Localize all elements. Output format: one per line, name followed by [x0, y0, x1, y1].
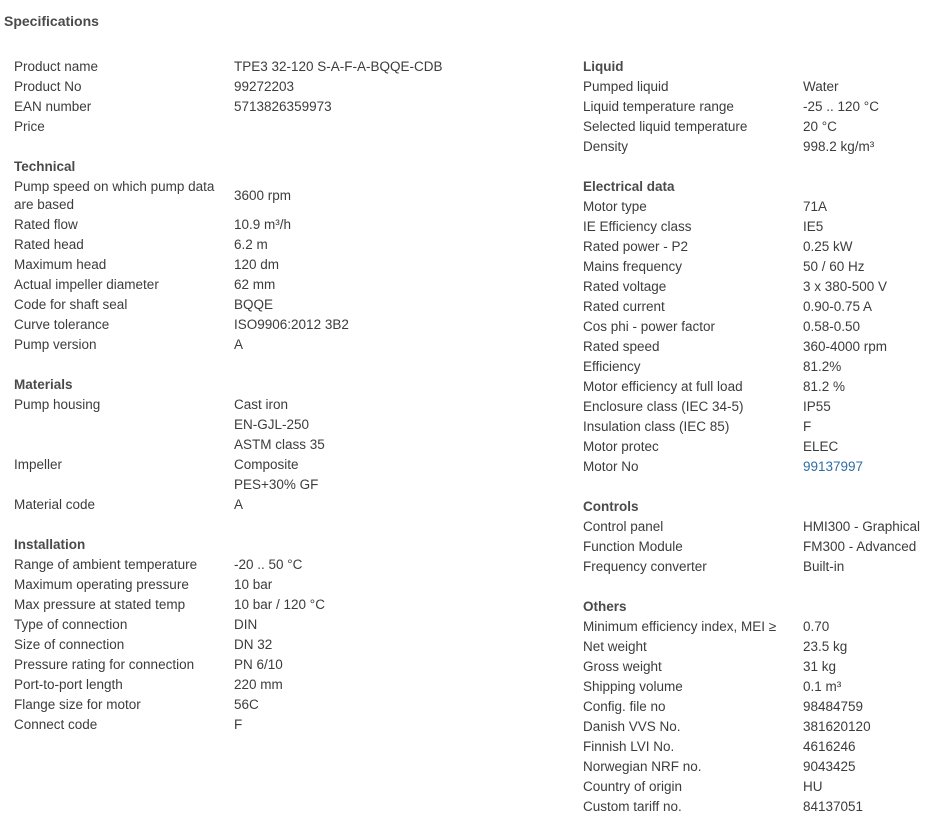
spec-label: Price [14, 119, 45, 134]
spec-value-line: 10 bar / 120 °C [234, 597, 325, 612]
spec-value-line: -20 .. 50 °C [234, 557, 303, 572]
spec-row-pressure-rating-for-connection [14, 655, 564, 675]
spec-value-line: 220 mm [234, 677, 283, 692]
spec-value-line: FM300 - Advanced [803, 539, 917, 554]
spec-label: Product No [14, 79, 82, 94]
section-title: Installation [14, 537, 86, 552]
spec-label: Pump version [14, 337, 97, 352]
spec-label: Danish VVS No. [583, 719, 681, 734]
spec-row-rated-power-p2 [583, 237, 927, 257]
spec-value-line: 31 kg [803, 659, 837, 674]
spec-value [803, 437, 927, 457]
spec-label: Maximum operating pressure [14, 577, 189, 592]
spec-row-danish-vvs-no [583, 717, 927, 737]
spec-value-line: 0.90-0.75 A [803, 299, 873, 314]
spec-row-efficiency [583, 357, 927, 377]
spec-value [234, 575, 564, 595]
spec-row-rated-flow [14, 215, 564, 235]
spec-row-impeller [14, 455, 564, 495]
spec-label: Cos phi - power factor [583, 319, 716, 334]
spec-value [234, 495, 564, 515]
spec-value [234, 275, 564, 295]
section-electrical-data [583, 177, 927, 477]
spec-value [803, 117, 927, 137]
section-title: Materials [14, 377, 73, 392]
spec-label: Motor efficiency at full load [583, 379, 743, 394]
spec-value [803, 517, 927, 537]
spec-label: Pressure rating for connection [14, 657, 195, 672]
spec-row-motor-type [583, 197, 927, 217]
spec-row-motor-protec [583, 437, 927, 457]
spec-label: Rated speed [583, 339, 660, 354]
spec-value [803, 97, 927, 117]
spec-row-range-of-ambient-temperature [14, 555, 564, 575]
spec-value [803, 617, 927, 637]
spec-label: Code for shaft seal [14, 297, 128, 312]
spec-value [803, 757, 927, 777]
spec-label: Max pressure at stated temp [14, 597, 186, 612]
spec-value [803, 737, 927, 757]
spec-label: Connect code [14, 717, 98, 732]
spec-label: Frequency converter [583, 559, 707, 574]
spec-value-line: 81.2 % [803, 379, 846, 394]
spec-value-line: 98484759 [803, 699, 864, 714]
spec-label: Liquid temperature range [583, 99, 734, 114]
spec-value [803, 637, 927, 657]
spec-label: Impeller [14, 457, 63, 472]
spec-row-pump-housing [14, 395, 564, 455]
spec-label: Flange size for motor [14, 697, 141, 712]
spec-value-line: Cast iron [234, 397, 289, 412]
spec-value [234, 655, 564, 675]
spec-row-norwegian-nrf-no [583, 757, 927, 777]
spec-row-port-to-port-length [14, 675, 564, 695]
spec-label: Size of connection [14, 637, 125, 652]
spec-value [803, 557, 927, 577]
spec-label: Maximum head [14, 257, 107, 272]
spec-value [803, 257, 927, 277]
spec-value [803, 377, 927, 397]
spec-value [234, 675, 564, 695]
spec-row-maximum-head [14, 255, 564, 275]
spec-value-line: 4616246 [803, 739, 856, 754]
spec-value-link[interactable]: 99137997 [803, 459, 864, 474]
spec-value-line: 381620120 [803, 719, 871, 734]
spec-row-motor-efficiency-at-full-load [583, 377, 927, 397]
spec-value [234, 255, 564, 275]
spec-value [803, 397, 927, 417]
spec-row-pump-speed-on-which-pump-data-are-based [14, 177, 564, 215]
spec-row-function-module [583, 537, 927, 557]
spec-row-liquid-temperature-range [583, 97, 927, 117]
spec-row-type-of-connection [14, 615, 564, 635]
spec-value-line: 360-4000 rpm [803, 339, 888, 354]
spec-value-line: IE5 [803, 219, 824, 234]
spec-value [803, 677, 927, 697]
spec-value-line: 120 dm [234, 257, 280, 272]
spec-row-flange-size-for-motor [14, 695, 564, 715]
spec-value-line: F [234, 717, 243, 732]
spec-value [234, 97, 564, 117]
spec-label: Port-to-port length [14, 677, 123, 692]
spec-value [803, 337, 927, 357]
spec-label: Config. file no [583, 699, 666, 714]
spec-value-line: F [803, 419, 812, 434]
spec-value [234, 615, 564, 635]
spec-row-enclosure-class-iec-34-5 [583, 397, 927, 417]
spec-row-minimum-efficiency-index-mei [583, 617, 927, 637]
spec-label: Function Module [583, 539, 683, 554]
spec-value-line: 0.70 [803, 619, 830, 634]
spec-value [803, 657, 927, 677]
spec-value [234, 395, 564, 455]
section-others [583, 597, 927, 817]
spec-row-max-pressure-at-stated-temp [14, 595, 564, 615]
spec-value-line: A [234, 337, 244, 352]
spec-value-line: 6.2 m [234, 237, 268, 252]
spec-value [234, 695, 564, 715]
spec-value [803, 537, 927, 557]
spec-label: IE Efficiency class [583, 219, 692, 234]
spec-label: Minimum efficiency index, MEI ≥ [583, 619, 777, 634]
spec-value-line: 81.2% [803, 359, 842, 374]
spec-row-motor-no [583, 457, 927, 477]
spec-label: Rated head [14, 237, 84, 252]
spec-label: Control panel [583, 519, 664, 534]
spec-row-gross-weight [583, 657, 927, 677]
spec-row-product-name [14, 57, 564, 77]
spec-value-line: 3600 rpm [234, 188, 292, 203]
spec-value-line: A [234, 497, 244, 512]
spec-value [803, 717, 927, 737]
spec-label: Rated voltage [583, 279, 667, 294]
spec-value [803, 417, 927, 437]
spec-label: Country of origin [583, 779, 683, 794]
spec-value-line: DN 32 [234, 637, 273, 652]
spec-row-net-weight [583, 637, 927, 657]
spec-value [234, 235, 564, 255]
spec-row-pumped-liquid [583, 77, 927, 97]
section-title: Technical [14, 159, 76, 174]
spec-value-line: Water [803, 79, 839, 94]
spec-label: Motor type [583, 199, 647, 214]
spec-label: Curve tolerance [14, 317, 110, 332]
spec-label: Rated flow [14, 217, 78, 232]
spec-value [234, 215, 564, 235]
spec-row-country-of-origin [583, 777, 927, 797]
spec-row-cos-phi-power-factor [583, 317, 927, 337]
spec-value-line: 62 mm [234, 277, 276, 292]
spec-value [803, 297, 927, 317]
spec-value-line [234, 117, 564, 137]
spec-value-line: 56C [234, 697, 259, 712]
spec-row-frequency-converter [583, 557, 927, 577]
section-title: Liquid [583, 59, 624, 74]
spec-value [234, 455, 564, 495]
spec-value [234, 177, 564, 215]
spec-value-line: HU [803, 779, 823, 794]
specs-right-column [583, 57, 927, 837]
spec-label: Selected liquid temperature [583, 119, 748, 134]
spec-value [234, 295, 564, 315]
spec-value [803, 357, 927, 377]
spec-value [803, 277, 927, 297]
spec-value [234, 555, 564, 575]
spec-value-line: 84137051 [803, 799, 864, 814]
spec-value-line: 10.9 m³/h [234, 217, 292, 232]
spec-value-line: 998.2 kg/m³ [803, 139, 875, 154]
section-title: Controls [583, 499, 639, 514]
spec-value [803, 697, 927, 717]
section-product [14, 57, 564, 137]
spec-label: Rated current [583, 299, 665, 314]
spec-value-line: 0.25 kW [803, 239, 853, 254]
spec-value-line: 10 bar [234, 577, 273, 592]
spec-value [803, 197, 927, 217]
spec-value [234, 117, 564, 137]
spec-value [234, 57, 564, 77]
spec-row-code-for-shaft-seal [14, 295, 564, 315]
spec-label: EAN number [14, 99, 92, 114]
spec-value-line: 20 °C [803, 119, 837, 134]
spec-value [803, 237, 927, 257]
spec-label: Enclosure class (IEC 34-5) [583, 399, 744, 414]
spec-row-size-of-connection [14, 635, 564, 655]
spec-value-line: 9043425 [803, 759, 856, 774]
spec-value [803, 77, 927, 97]
section-title: Others [583, 599, 627, 614]
spec-value [234, 335, 564, 355]
spec-value [803, 457, 927, 477]
spec-value [234, 77, 564, 97]
spec-label: Density [583, 139, 629, 154]
spec-label: Pumped liquid [583, 79, 669, 94]
spec-value [234, 595, 564, 615]
spec-value-line: ISO9906:2012 3B2 [234, 317, 349, 332]
section-materials [14, 375, 564, 515]
section-title: Electrical data [583, 179, 675, 194]
spec-row-curve-tolerance [14, 315, 564, 335]
spec-value-line: 23.5 kg [803, 639, 848, 654]
spec-row-density [583, 137, 927, 157]
spec-label: Actual impeller diameter [14, 277, 159, 292]
spec-row-rated-head [14, 235, 564, 255]
spec-row-material-code [14, 495, 564, 515]
spec-value-line: 0.1 m³ [803, 679, 842, 694]
spec-label: Material code [14, 497, 96, 512]
spec-value-line: DIN [234, 617, 258, 632]
spec-label: Custom tariff no. [583, 799, 682, 814]
spec-value-line: -25 .. 120 °C [803, 99, 879, 114]
spec-label: Net weight [583, 639, 647, 654]
spec-label: Product name [14, 59, 99, 74]
spec-value-line: 99272203 [234, 79, 295, 94]
spec-value [803, 217, 927, 237]
spec-row-finnish-lvi-no [583, 737, 927, 757]
section-technical [14, 157, 564, 355]
spec-value [234, 315, 564, 335]
section-installation [14, 535, 564, 735]
spec-row-rated-speed [583, 337, 927, 357]
spec-value-line: 50 / 60 Hz [803, 259, 865, 274]
spec-label: Range of ambient temperature [14, 557, 198, 572]
spec-value-line: BQQE [234, 297, 274, 312]
spec-row-selected-liquid-temperature [583, 117, 927, 137]
spec-value-line: PN 6/10 [234, 657, 283, 672]
spec-value [803, 797, 927, 817]
spec-row-config-file-no [583, 697, 927, 717]
spec-value-line: TPE3 32-120 S-A-F-A-BQQE-CDB [234, 59, 443, 74]
spec-row-control-panel [583, 517, 927, 537]
spec-row-ean-number [14, 97, 564, 117]
spec-row-rated-current [583, 297, 927, 317]
spec-row-mains-frequency [583, 257, 927, 277]
spec-label: Motor protec [583, 439, 659, 454]
spec-row-product-no [14, 77, 564, 97]
spec-row-maximum-operating-pressure [14, 575, 564, 595]
spec-label: Insulation class (IEC 85) [583, 419, 730, 434]
spec-label: Finnish LVI No. [583, 739, 675, 754]
spec-label: Type of connection [14, 617, 128, 632]
spec-value-line: 3 x 380-500 V [803, 279, 888, 294]
spec-row-ie-efficiency-class [583, 217, 927, 237]
spec-row-insulation-class-iec-85 [583, 417, 927, 437]
spec-label: Mains frequency [583, 259, 683, 274]
spec-value-line: EN-GJL-250 [234, 417, 310, 432]
spec-label: Gross weight [583, 659, 662, 674]
spec-label: Norwegian NRF no. [583, 759, 702, 774]
spec-value-line: 71A [803, 199, 828, 214]
spec-row-pump-version [14, 335, 564, 355]
spec-row-price [14, 117, 564, 137]
spec-row-connect-code [14, 715, 564, 735]
spec-row-rated-voltage [583, 277, 927, 297]
spec-value-line: PES+30% GF [234, 477, 319, 492]
spec-label: Motor No [583, 459, 639, 474]
spec-label: Rated power - P2 [583, 239, 689, 254]
spec-value-line: ASTM class 35 [234, 437, 325, 452]
spec-value [803, 317, 927, 337]
spec-value-line: 5713826359973 [234, 99, 332, 114]
section-liquid [583, 57, 927, 157]
spec-value [234, 635, 564, 655]
spec-label: Pump speed on which pump data are based [14, 179, 215, 212]
spec-value-line: Composite [234, 457, 299, 472]
spec-value-line: ELEC [803, 439, 839, 454]
spec-row-actual-impeller-diameter [14, 275, 564, 295]
spec-value-line: 0.58-0.50 [803, 319, 861, 334]
spec-label: Shipping volume [583, 679, 683, 694]
spec-value [803, 777, 927, 797]
spec-value-line: IP55 [803, 399, 831, 414]
spec-label: Pump housing [14, 397, 101, 412]
spec-row-shipping-volume [583, 677, 927, 697]
section-controls [583, 497, 927, 577]
spec-value [234, 715, 564, 735]
spec-value-line: HMI300 - Graphical [803, 519, 921, 534]
spec-row-custom-tariff-no [583, 797, 927, 817]
specs-left-column [14, 57, 564, 755]
spec-value-line: Built-in [803, 559, 845, 574]
spec-label: Efficiency [583, 359, 641, 374]
spec-value [803, 137, 927, 157]
page-title: Specifications [4, 13, 99, 29]
